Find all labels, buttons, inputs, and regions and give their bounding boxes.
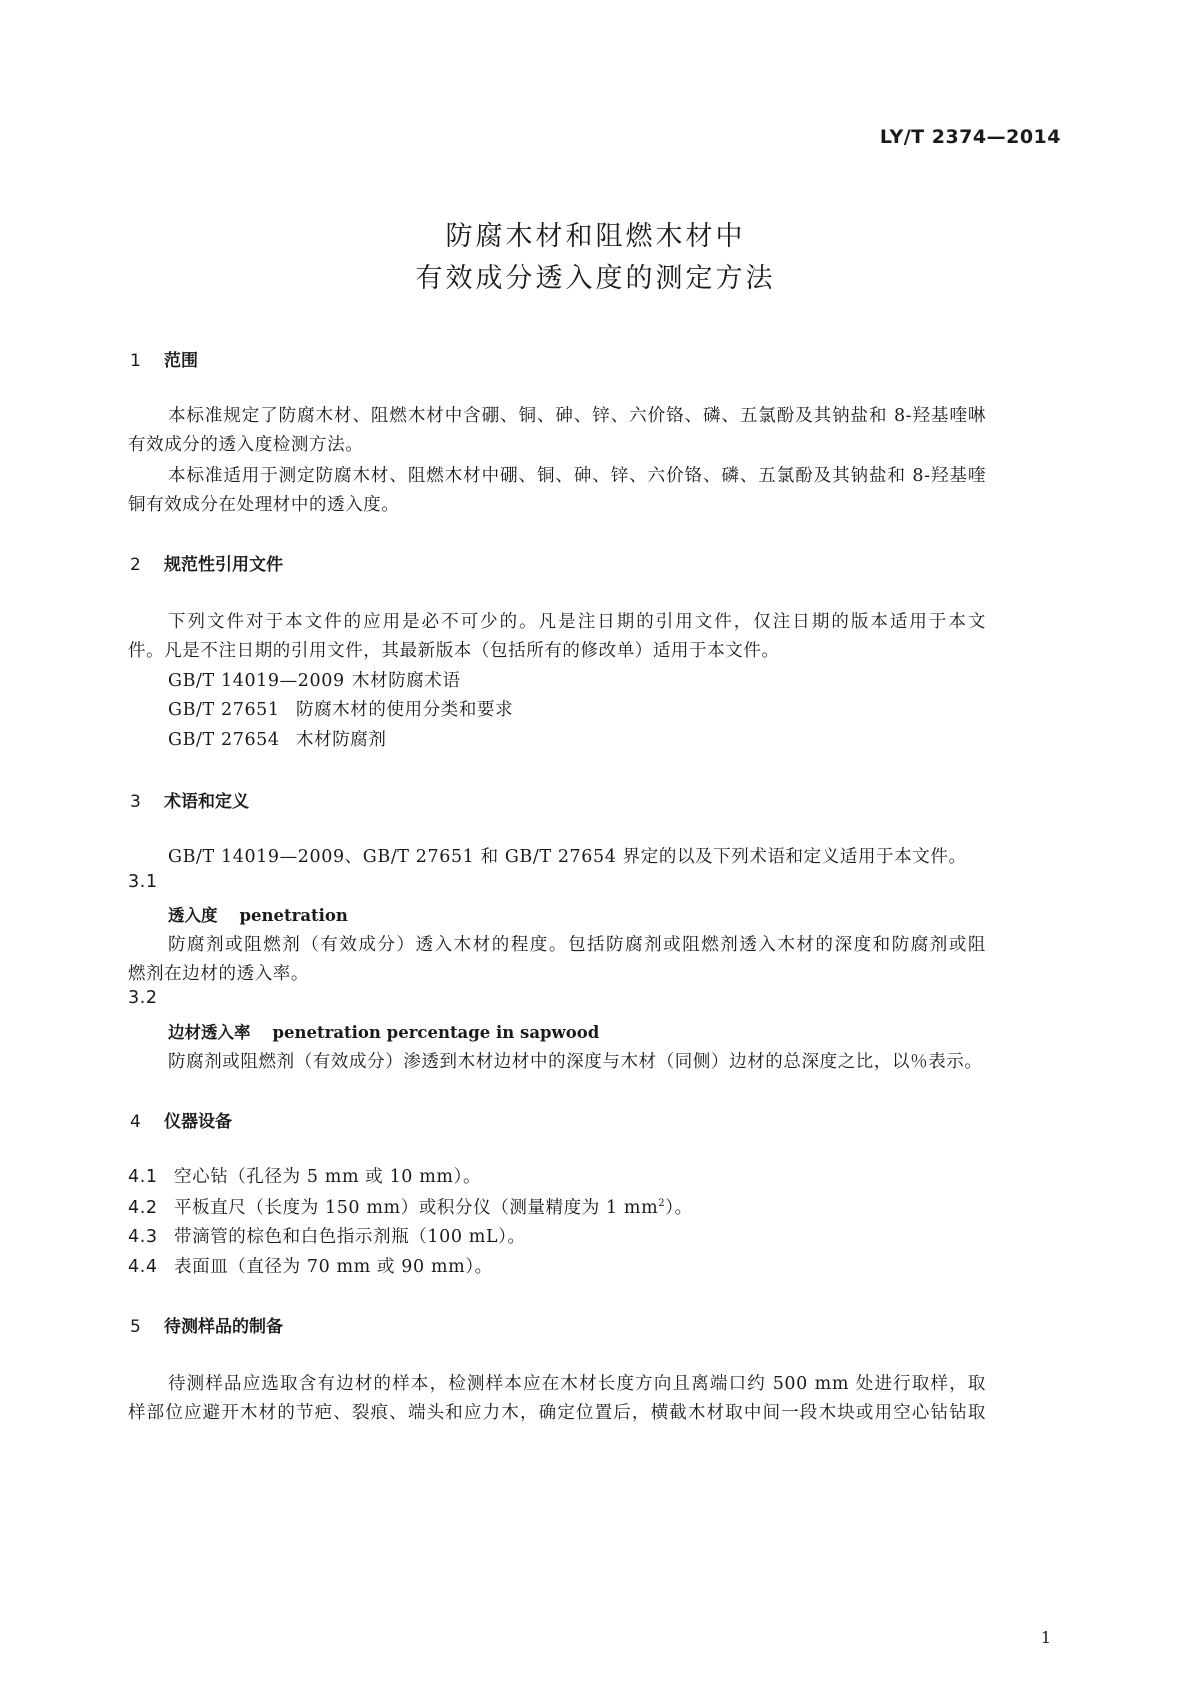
item-number: 4.4 [128, 1257, 158, 1277]
item-text-end: ）。 [665, 1198, 693, 1218]
item-number: 4.2 [128, 1198, 158, 1218]
standard-code: LY/T 2374—2014 [879, 126, 1061, 148]
reference-name: 防腐木材的使用分类和要求 [296, 700, 514, 720]
section-number: 2 [130, 555, 141, 575]
item-text: 空心钻（孔径为 5 mm 或 10 mm）。 [174, 1167, 482, 1187]
section-title: 范围 [164, 351, 198, 371]
paragraph-line: 铜有效成分在处理材中的透入度。 [128, 495, 400, 515]
section-number: 3 [130, 792, 141, 812]
section-1-heading [130, 346, 198, 371]
equipment-item [128, 1223, 526, 1248]
reference-name: 木材防腐剂 [296, 730, 387, 750]
normative-reference [168, 667, 461, 692]
section-title: 待测样品的制备 [164, 1317, 283, 1337]
section-title: 仪器设备 [164, 1112, 232, 1132]
paragraph-line: GB/T 14019—2009、GB/T 27651 和 GB/T 27654 界定的以及下列术语和定义适用于本文件。 [168, 847, 967, 867]
item-text: 平板直尺（长度为 150 mm）或积分仪（测量精度为 1 mm [174, 1198, 659, 1218]
superscript: 2 [658, 1198, 666, 1210]
normative-reference [168, 696, 513, 721]
paragraph-line: 下列文件对于本文件的应用是必不可少的。凡是注日期的引用文件，仅注日期的版本适用于本文 [168, 612, 986, 632]
definition-line: 燃剂在边材的透入率。 [128, 964, 309, 984]
normative-reference [168, 726, 387, 751]
section-2-heading [130, 550, 283, 575]
title-line-1: 防腐木材和阻燃木材中 [445, 221, 746, 252]
term-number: 3.1 [128, 872, 158, 892]
definition-line: 防腐剂或阻燃剂（有效成分）渗透到木材边材中的深度与木材（同侧）边材的总深度之比，以％表示。 [168, 1052, 983, 1072]
definition-line: 防腐剂或阻燃剂（有效成分）透入木材的程度。包括防腐剂或阻燃剂透入木材的深度和防腐剂或阻 [168, 935, 986, 955]
term-heading [168, 902, 348, 926]
section-5-heading [130, 1312, 283, 1337]
section-number: 5 [130, 1317, 141, 1337]
term-en: penetration percentage in sapwood [272, 1023, 600, 1042]
paragraph-line: 件。凡是不注日期的引用文件，其最新版本（包括所有的修改单）适用于本文件。 [128, 641, 780, 661]
section-number: 4 [130, 1112, 141, 1132]
item-text: 表面皿（直径为 70 mm 或 90 mm）。 [174, 1257, 493, 1277]
equipment-item [128, 1163, 481, 1188]
reference-code: GB/T 27651 [168, 700, 280, 720]
term-en: penetration [239, 906, 348, 925]
section-3-heading [130, 787, 249, 812]
item-number: 4.1 [128, 1167, 158, 1187]
item-text: 带滴管的棕色和白色指示剂瓶（100 mL）。 [174, 1227, 526, 1247]
paragraph-line: 样部位应避开木材的节疤、裂痕、端头和应力木，确定位置后，横截木材取中间一段木块或用空心钻钻取 [128, 1403, 986, 1423]
term-heading [168, 1019, 599, 1043]
item-number: 4.3 [128, 1227, 158, 1247]
paragraph-line: 本标准规定了防腐木材、阻燃木材中含硼、铜、砷、锌、六价铬、磷、五氯酚及其钠盐和 8-羟基喹啉 [168, 406, 986, 426]
paragraph-line: 待测样品应选取含有边材的样本，检测样本应在木材长度方向且离端口约 500 mm 处进行取样，取 [168, 1374, 986, 1394]
paragraph-line: 有效成分的透入度检测方法。 [128, 435, 364, 455]
reference-name: 木材防腐术语 [352, 671, 461, 691]
page-number: 1 [1040, 1628, 1051, 1647]
section-title: 术语和定义 [164, 792, 249, 812]
equipment-item [128, 1194, 693, 1219]
section-4-heading [130, 1107, 232, 1132]
paragraph-line: 本标准适用于测定防腐木材、阻燃木材中硼、铜、砷、锌、六价铬、磷、五氯酚及其钠盐和 8-羟基喹 [168, 466, 986, 486]
term-zh: 透入度 [168, 906, 218, 925]
section-number: 1 [130, 351, 141, 371]
term-zh: 边材透入率 [168, 1023, 251, 1042]
reference-code: GB/T 27654 [168, 730, 280, 750]
reference-code: GB/T 14019—2009 [168, 671, 345, 691]
section-title: 规范性引用文件 [164, 555, 283, 575]
equipment-item [128, 1253, 493, 1278]
title-line-2: 有效成分透入度的测定方法 [415, 263, 776, 294]
term-number: 3.2 [128, 988, 158, 1008]
